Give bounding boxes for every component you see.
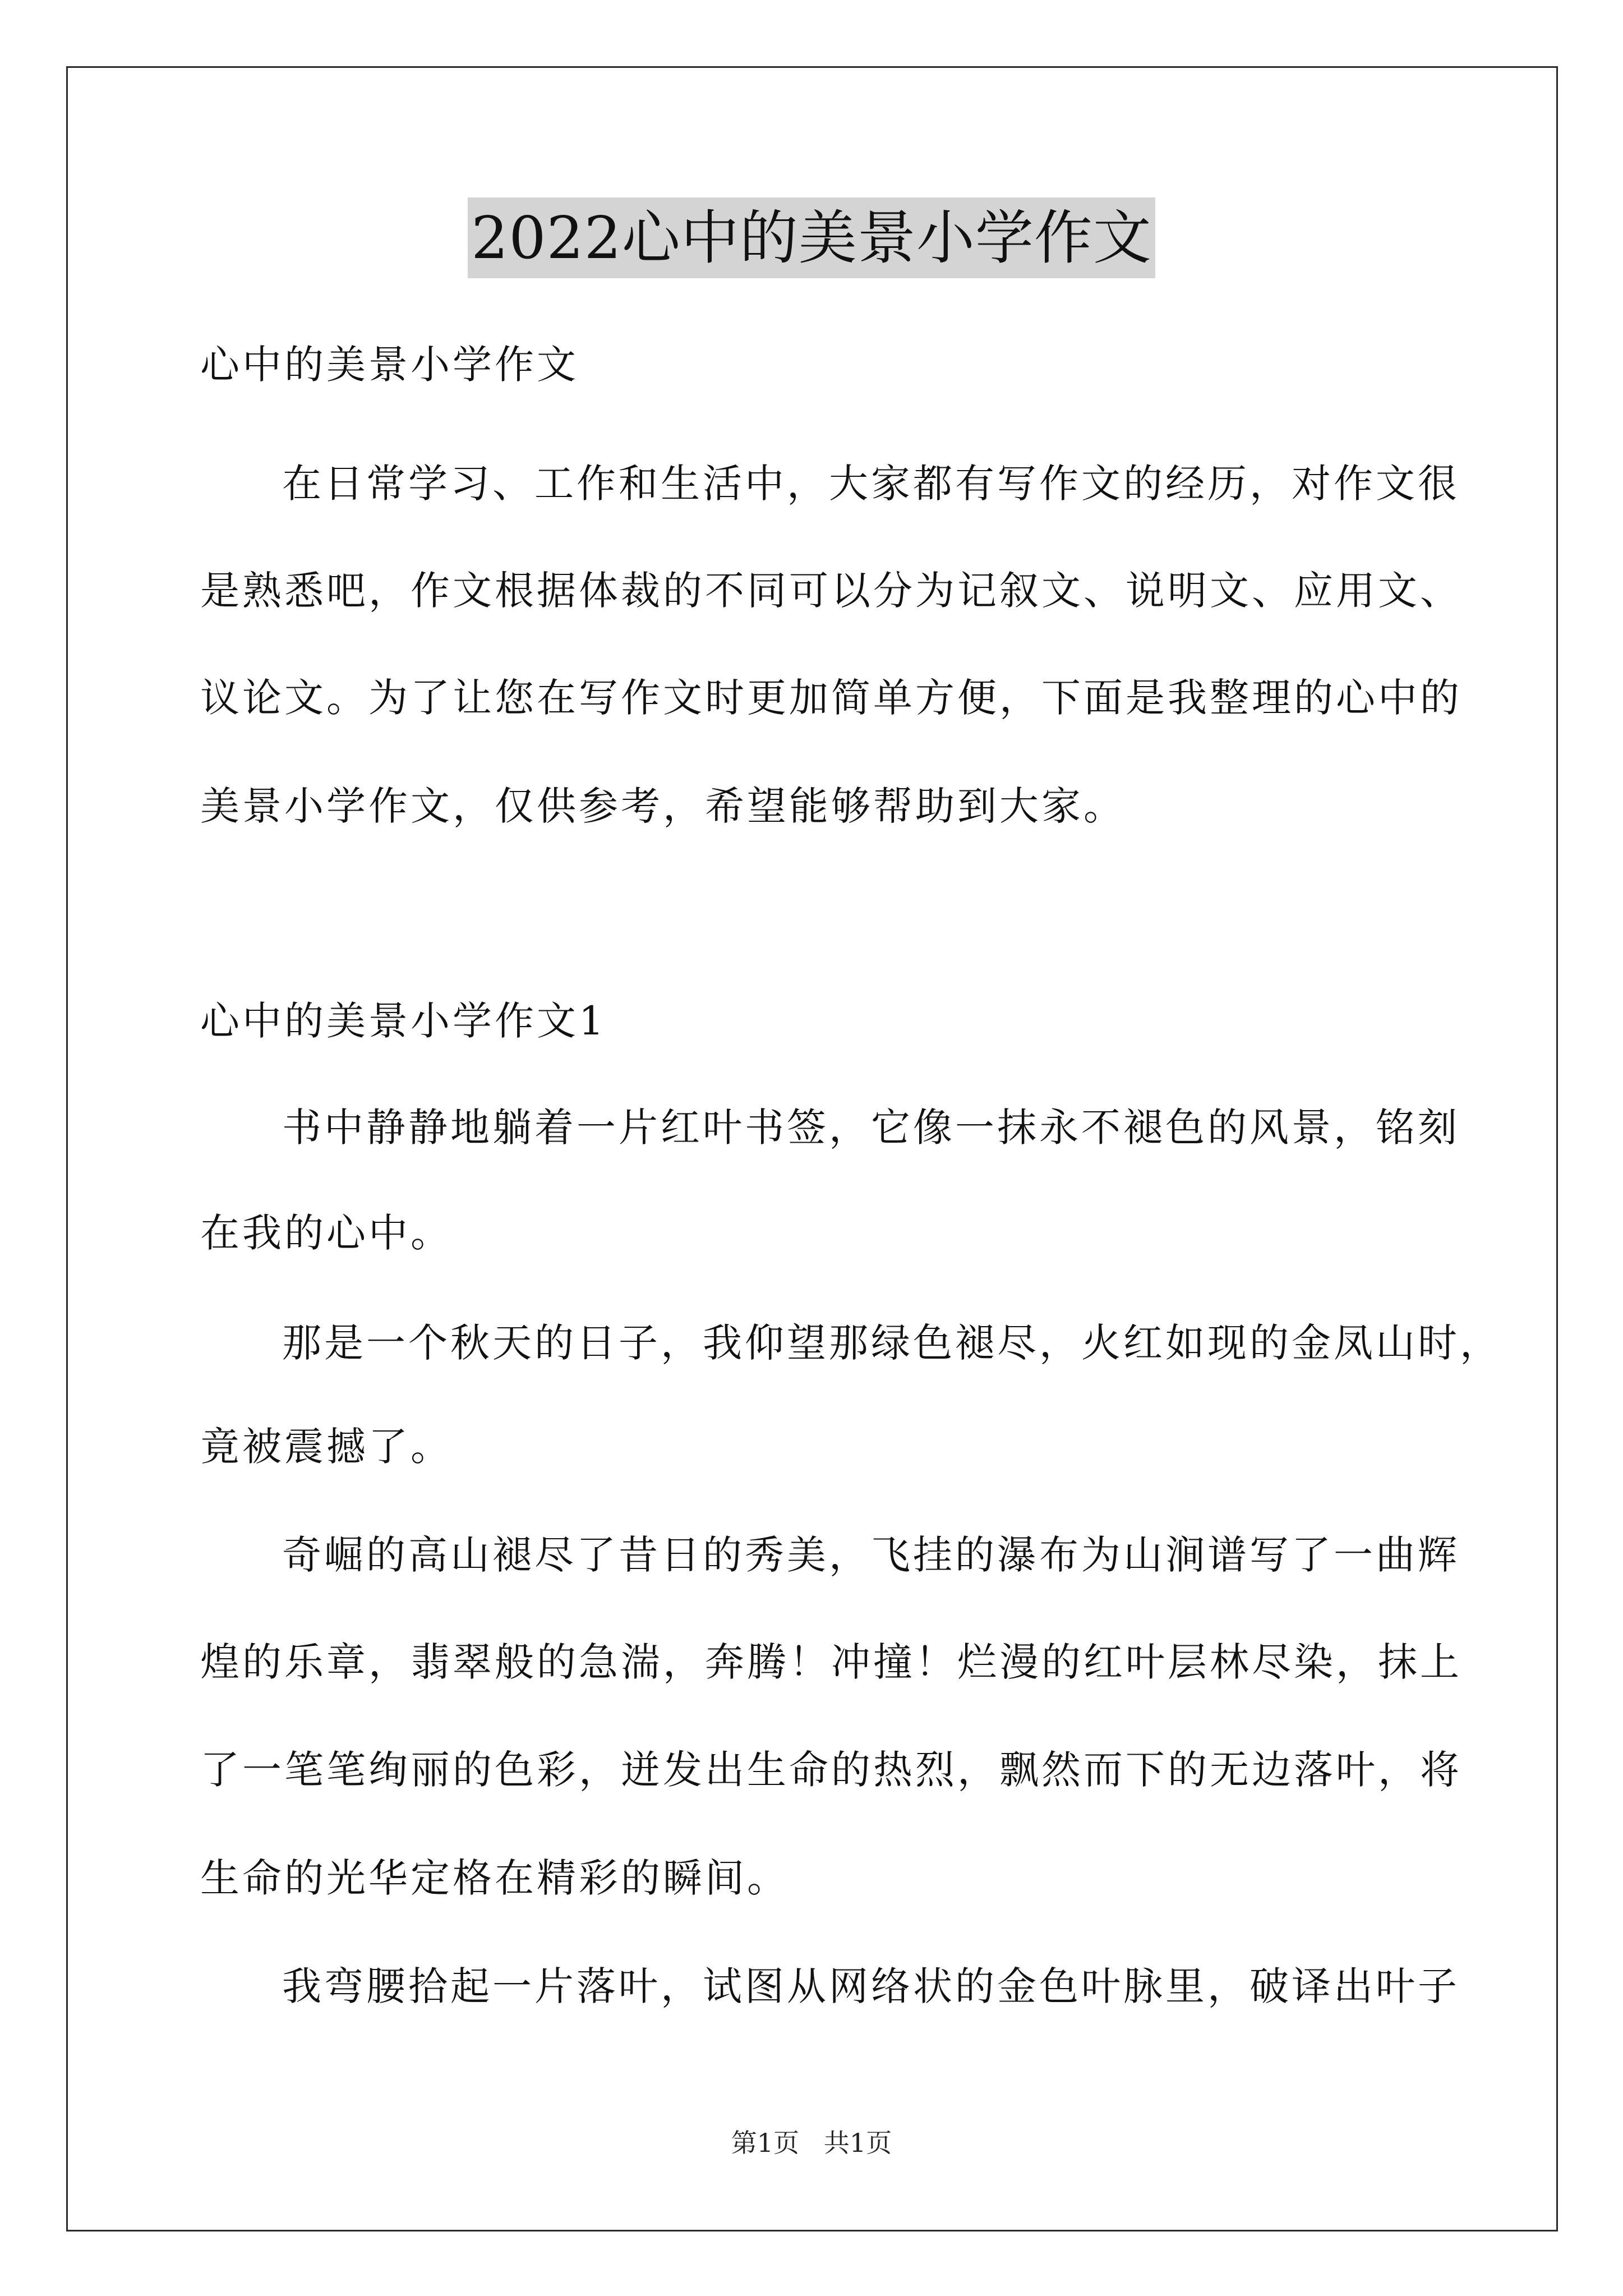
- paragraph-line: 是熟悉吧，作文根据体裁的不同可以分为记叙文、说明文、应用文、: [200, 568, 1462, 614]
- paragraph-line: 竟被震撼了。: [200, 1424, 453, 1470]
- paragraph-line: 在我的心中。: [200, 1210, 453, 1256]
- paragraph-line: 那是一个秋天的日子，我仰望那绿色褪尽，火红如现的金凤山时，: [282, 1320, 1502, 1366]
- document-title: 2022心中的美景小学作文: [468, 197, 1155, 278]
- section-heading: 心中的美景小学作文1: [200, 998, 607, 1044]
- title-container: [0, 197, 1623, 278]
- paragraph-line: 煌的乐章，翡翠般的急湍，奔腾！冲撞！烂漫的红叶层林尽染，抹上: [200, 1639, 1462, 1685]
- paragraph-line: 美景小学作文，仅供参考，希望能够帮助到大家。: [200, 783, 1126, 829]
- paragraph-line: 我弯腰拾起一片落叶，试图从网络状的金色叶脉里，破译出叶子: [282, 1963, 1460, 2009]
- paragraph-line: 议论文。为了让您在写作文时更加简单方便，下面是我整理的心中的: [200, 675, 1462, 721]
- paragraph-line: 在日常学习、工作和生活中，大家都有写作文的经历，对作文很: [282, 461, 1460, 507]
- paragraph-line: 奇崛的高山褪尽了昔日的秀美，飞挂的瀑布为山涧谱写了一曲辉: [282, 1532, 1460, 1578]
- paragraph-line: 了一笔笔绚丽的色彩，迸发出生命的热烈，飘然而下的无边落叶，将: [200, 1747, 1462, 1793]
- paragraph-line: 书中静静地躺着一片红叶书签，它像一抹永不褪色的风景，铭刻: [282, 1105, 1460, 1151]
- subtitle-line: 心中的美景小学作文: [200, 342, 579, 388]
- page-footer: 第1页 共1页: [731, 2128, 892, 2158]
- paragraph-line: 生命的光华定格在精彩的瞬间。: [200, 1855, 789, 1901]
